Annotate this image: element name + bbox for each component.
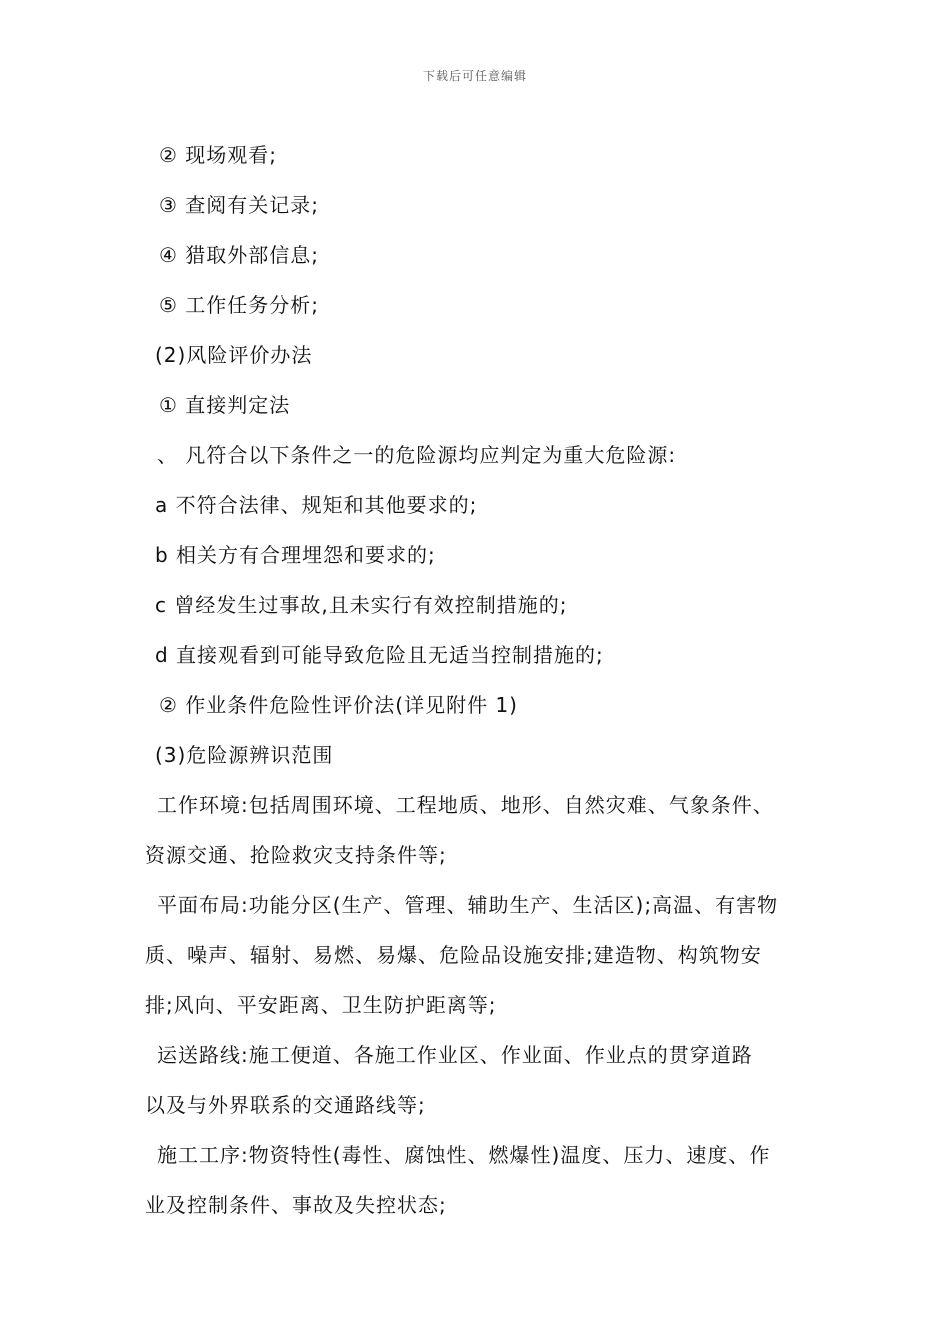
paragraph-line: 工作环境:包括周围环境、工程地质、地形、自然灾难、气象条件、 [157,793,774,817]
paragraph-line: 运送路线:施工便道、各施工作业区、作业面、作业点的贯穿道路 [157,1043,753,1067]
section-heading: (2)风险评价办法 [155,343,313,367]
section-heading: (3)危险源辨识范围 [155,743,334,767]
paragraph-line: 施工工序:物资特性(毒性、腐蚀性、燃爆性)温度、压力、速度、作 [157,1143,771,1167]
paragraph-line: 资源交通、抢险救灾支持条件等; [145,843,447,867]
list-item: a 不符合法律、规矩和其他要求的; [155,493,478,517]
list-item: ① 直接判定法 [159,393,291,417]
list-item: ⑤ 工作任务分析; [159,293,320,317]
list-item: ② 作业条件危险性评价法(详见附件 1) [159,693,518,717]
paragraph-line: 以及与外界联系的交通路线等; [145,1093,426,1117]
list-item: ③ 查阅有关记录; [159,193,320,217]
paragraph-line: 平面布局:功能分区(生产、管理、辅助生产、生活区);高温、有害物 [157,893,779,917]
paragraph-line: 、 凡符合以下条件之一的危险源均应判定为重大危险源: [157,443,677,467]
list-item: b 相关方有合理埋怨和要求的; [155,543,436,567]
list-item: c 曾经发生过事故,且未实行有效控制措施的; [155,593,568,617]
page-header: 下载后可任意编辑 [422,69,527,83]
paragraph-line: 排;风向、平安距离、卫生防护距离等; [145,993,497,1017]
list-item: d 直接观看到可能导致危险且无适当控制措施的; [155,643,604,667]
document-body [145,130,825,1230]
paragraph-line: 质、噪声、辐射、易燃、易爆、危险品设施安排;建造物、构筑物安 [145,943,762,967]
list-item: ② 现场观看; [159,143,278,167]
list-item: ④ 猎取外部信息; [159,243,320,267]
paragraph-line: 业及控制条件、事故及失控状态; [145,1193,447,1217]
